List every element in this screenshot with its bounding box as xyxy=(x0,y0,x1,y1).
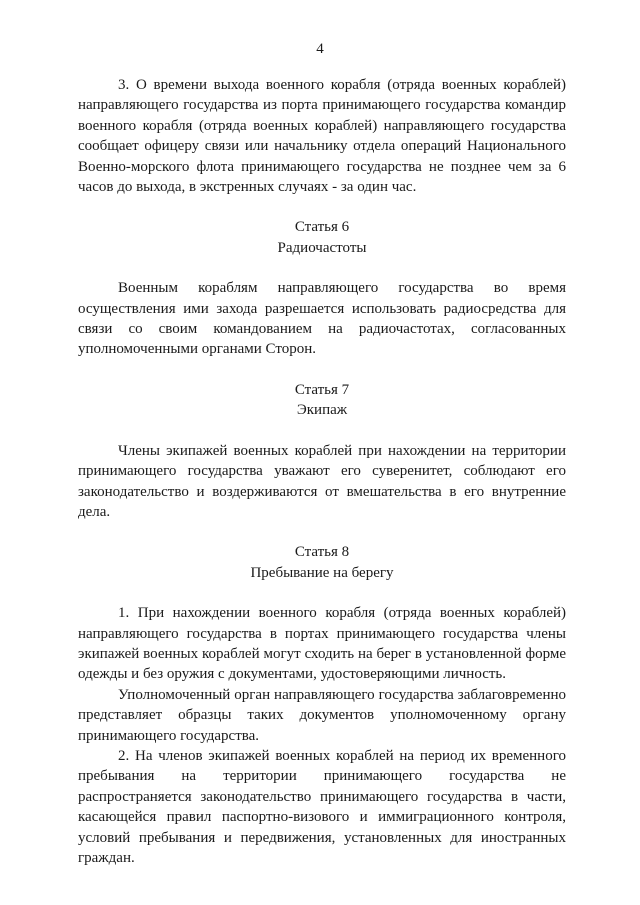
article-title: Экипаж xyxy=(296,402,348,419)
article-number: Статья 8 xyxy=(294,544,350,561)
article-title: Пребывание на берегу xyxy=(250,564,394,581)
article-title: Радиочастоты xyxy=(277,239,367,256)
paragraph-article5-item3: 3. О времени выхода военного корабля (отряда военных кораблей) направляющего государства из порта принимающего государства командир военного корабля (отряда военных кораблей) направляющего государства сообщает офицеру связи или начальнику отдела операций Национального Военно-морского флота принимающего государства не позднее чем за 6 часов до выхода, в экстренных случаях - за один час. xyxy=(78,77,566,196)
article-number: Статья 6 xyxy=(294,219,350,236)
paragraph-article8-item1-cont: Уполномоченный орган направляющего государства заблаговременно представляет образцы таких документов уполномоченному органу принимающего государства. xyxy=(78,686,566,744)
article-6-heading xyxy=(78,217,566,258)
page-number: 4 xyxy=(316,41,324,57)
document-body xyxy=(78,75,566,868)
paragraph-article6: Военным кораблям направляющего государства во время осуществления ими захода разрешается использовать радиосредства для связи со своим командованием на радиочастотах, согласованных уполномоченными органами Сторон. xyxy=(78,280,566,358)
paragraph-article8-item1: 1. При нахождении военного корабля (отряда военных кораблей) направляющего государства в портах принимающего государства члены экипажей военных кораблей могут сходить на берег в установленной форме одежды и без оружия с документами, удостоверяющими личность. xyxy=(78,605,566,683)
paragraph-article7: Члены экипажей военных кораблей при нахождении на территории принимающего государства уважают его суверенитет, соблюдают его законодательство и воздерживаются от вмешательства в его внутренние дела. xyxy=(78,442,566,520)
article-7-heading xyxy=(78,380,566,421)
article-8-heading xyxy=(78,542,566,583)
paragraph-article8-item2: 2. На членов экипажей военных кораблей на период их временного пребывания на территории принимающего государства не распространяется законодательство принимающего государства в части, касающейся правил паспортно-визового и иммиграционного контроля, условий пребывания и передвижения, установленных для иностранных граждан. xyxy=(78,747,566,866)
article-number: Статья 7 xyxy=(294,381,350,398)
